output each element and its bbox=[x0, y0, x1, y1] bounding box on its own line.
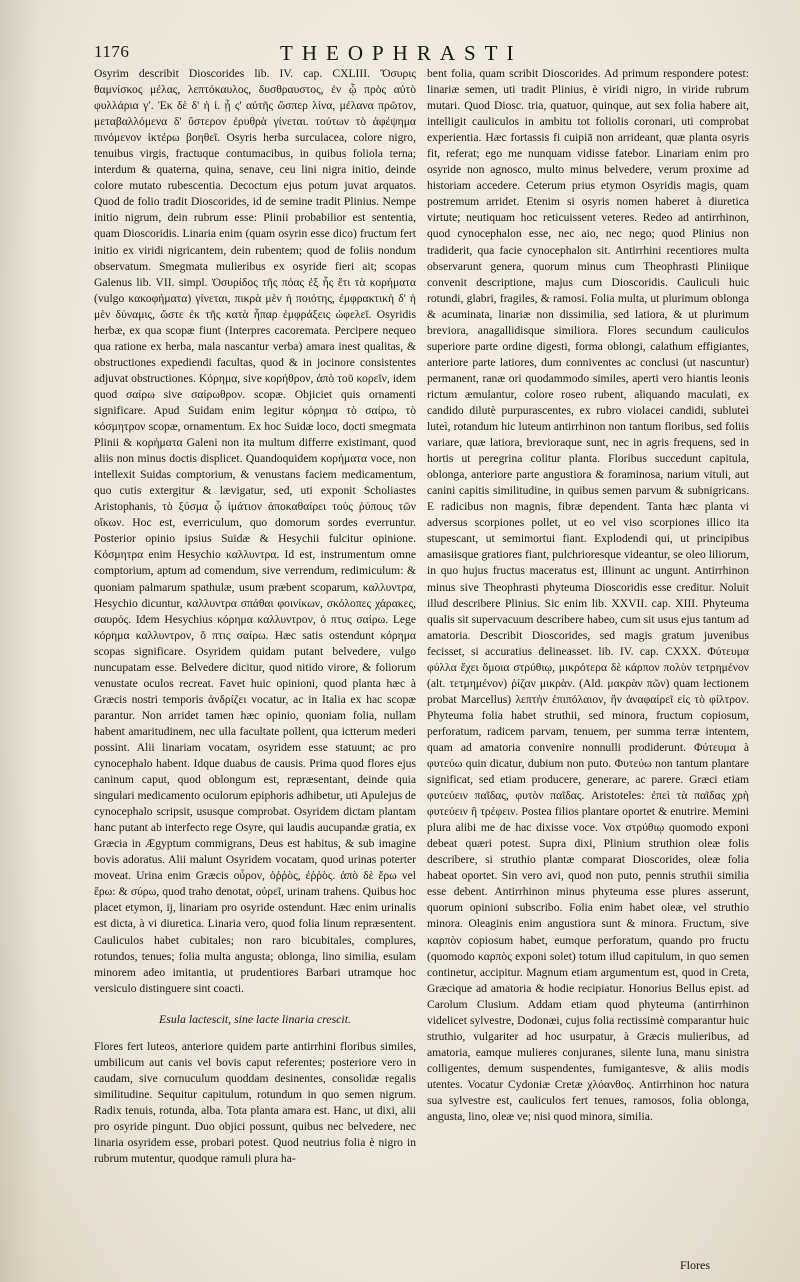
running-head bbox=[0, 42, 800, 68]
left-paragraph: Osyrim describit Dioscorides lib. IV. cap. CXLIII. Ὄσυρις θαμνίσκος μέλας, λεπτόκαυλος, δυσθραυστος, ἐν ᾧ πρὸς αὐτὸ φυλλάρια γʹ. Ἐκ δὲ δ' ἡ ἰ. ᾗ ς' αὐτῆς ὥσπερ λίνα, μέλανα πρῶτον, μεταβαλλόμενα δ' ὕστερον ἐρυθρὰ γίνεται. τούτων τὸ ἀφέψημα πινόμενον ἰκτέρω βοηθεῖ. Osyris herba surculacea, colore nigro, tenuibus virgis, fractuque contumacibus, in quibus foliola terna; interdum & quaterna, quina, senave, ceu lini nigra initio, deinde colore mutato rubescentia. Decoctum ejus potum juvat arquatos. Quod de folio tradit Dioscorides, id de semine tradit Plinius. Nempe initio nigrum, dein rubrum esse: Plinii probabilior est sententia, quam Dioscoridis. Linaria enim (quam osyrin esse dico) fructum fert initio ex viridi nigricantem, dein rubentem; quod de foliis nondum observatum. Smegmata mulieribus ex osyride fieri ait; scopas Galenus lib. VII. simpl. Ὀσυρίδος τῆς πόας ἐξ ἧς ἔτι τὰ κορήματα (vulgo κακοφήματα) γίνεται, πικρὰ μὲν ἡ ποιότης, ἐμφρακτικὴ δ' ἡ μὲν δύναμις, ὥστε ἐκ τῆς κατὰ ἧπαρ ἐμφράξεις ὠφελεῖ. Osyridis herbæ, ex qua scopæ fiunt (Interpres cacoremata. Percipere nequeo qua ratione ex herba, mala nascantur verba) amara inest qualitas, & obstructiones expediendi facultas, quod & in jocinore consistentes adjuvat obstructiones. Κόρημα, sive κορήθρον, ἀπὸ τοῦ κορεῖν, idem quod σαίρω sive σαίρωθρον. scopæ. Objiciet quis ornamenti significare. Apud Suidam enim legitur κόρημα τὸ σαίρω, τὸ κόσμητρον scopæ, ornamentum. Ex hoc Suidæ loco, docti smegmata Plinii & κορήματα Galeni non ita multum differre existimant, quod aliis non minus doctis displicet. Quandoquidem κορήματα voce, non intellexit Suidas comptorium, & venustans faciem medicamentum, quo cutis extergitur & lævigatur, sed, uti exponit Scholiastes Aristophanis, τὸ ξύσμα ᾧ ἱμάτιον ἀποκαθαίρει τοὺς ῥύπους τῶν οἴκων. Hoc est, everriculum, quo domorum sordes everruntur. Posterior opinio ipsius Suidæ & Hesychii fulcitur opinione. Κόσμητρα enim Hesychio καλλυντρα. Id est, instrumentum omne comptorium, aptum ad comendum, sive verrendum, redimiculum: & quoniam palmarum spathulæ, usum præbent scoparum, καλλυντρα, Hesychio dicuntur, καλλυντρα σπάθαι φοινίκων, σκόλοπες χάρακες, σαυρός. Idem Hesychius κόρημα καλλυντρον, ὁ πτυς σαίρω. Lege κόρημα καλλυντρον, ὅ πτις σαίρω. Hæc satis ostendunt κόρημα scopas significare. Osyridem quidam putant belvedere, vulgo nuncupatam esse. Belvedere dicitur, quod nitido virore, & foliorum venustate oculos recreat. Favet huic opinioni, quod planta hæc à Græcis nostri temporis ἀνδρίζει vocatur, ac in Italia ex hac scopæ parantur. Non arridet tamen hæc opinio, quoniam folia, nullam habent amaritudinem, nec ulla facultate pollent, qua ictterum mederi possint. Alii linariam vocatam, osyridem esse statuunt; ac pro cynocephalo habent. Idque duabus de causis. Prima quod flores ejus caninum caput, quod oblongum est, repræsentant, deinde quia singulari medicamento oculorum epiphoris adhibetur, uti Apulejus de cynocephalo scripsit, ususque comprobat. Osyridem dictam plantam hanc putant ab interfecto rege Osyre, qui laudis aucupandæ gratia, ex Græcia in Ægyptum commigrans, Deus est habitus, & sub imagine bovis adoratus. Alii malunt Osyridem vocatam, quod urinas poterter moveat. Urina enim Græcis οὖρον, ὀῤῥὸς, ἐῤῥὸς. ἀπὸ δὲ ἔρω vel ἔρω: & σύρω, quod traho denotat, οὐρεῖ, urinam trahens. Quibus hoc placet etymon, ij, linariam pro osyride ostendunt. Hæc enim urinalis est dicta, à vi diuretica. Linaria vero, quod folia linum repræsentent. Cauliculos habet cubitales; non raro bicubitales, complures, rotundos, tenues; folia multa angusta; oblonga, lino similia, esulam minorem adeo imitantia, ut prudentiores Barbari utramque hoc versiculo distinguere sint coacti. bbox=[94, 67, 416, 995]
running-title: THEOPHRASTI bbox=[280, 41, 523, 65]
page-number: 1176 bbox=[94, 42, 130, 61]
left-paragraph-after: Flores fert luteos, anteriore quidem parte antirrhini floribus similes, umbilicum aut canis vel bovis caput referentes; posteriore vero in caudam, sive cornuculum quoddam desinentes, consolidæ regalis similitudine. Sequitur capitulum, rotundum in quo semen nigrum. Radix tenuis, rotunda, alba. Tota planta amara est. Hanc, ut dixi, alii pro osyride pingunt. Duo objici possunt, quibus nec belvedere, nec linaria osyridem esse, probari potest. Quod neutrius folia è nigro in rubrum mutentur, quodque ramuli plura ha- bbox=[94, 1039, 416, 1166]
right-paragraph: bent folia, quam scribit Dioscorides. Ad primum respondere potest: linariæ semen, uti tradit Plinius, è viridi nigro, in viride rubrum mutari. Quod Diosc. tria, quatuor, quinque, aut sex folia habere ait, intelligit cauliculos in ambitu tot foliolis coronari, uti comprobat experientia. Hæc fortassis fi cuipiā non arrideant, quæ planta osyris fit, referat; ego me nunquam vidisse fatebor. Linariam enim pro osyride non agnosco, multo minus belvedere, verum proxime ad historiam accedere. Ceterum prius etymon Osyridis magis, quam postremum arridet. Etenim si osyris nomen haberet à diuretica virtute; neutiquam hoc reticuissent veteres. Redeo ad antirrhinon, quod cynocephalon esse, nec aio, nec nego; quod Plinius non tradiderit, qua facie cynocephalon sit. Antirrhini recentiores multa observarunt genera, quorum minus cum Theophrasti Pliniique convenit descriptione, majus cum Dioscoridis. Cauliculi huic rotundi, glabri, fragiles, & ramosi. Folia multa, ut plurimum oblonga & acuminata, linariæ non dissimilia, sed latiora, & ut plurimum breviora, anagallidisque similiora. Flores secundum cauliculos superiore parte ordine digesti, forma oblongi, calathum effigiantes, anteriore parte latiores, dum conniventes ac conclusi (ut nascuntur) permanent, ranæ ori quodammodo similes, aperti vero hiantis leonis rictum æmulantur, colore roseo rubent, aliquando maculati, ex candido dilutè purpurascentes, ex rubro violacei candidi, subluteì luteì, rotandum hic luteum antirrhinon non tantum floribus, sed foliis variare, quæ latiora, brevioraque sunt, nec in agris frequens, sed in hortis ut peregrina colitur planta. Floribus succedunt capitula, oblonga, anteriore parte angustiora & foraminosa, narium vituli, aut canini capitis similitudine, in quibus semen parvum & subnigricans. E radicibus non magnis, fibræ dependent. Tanta hæc planta vi adversus scorpiones pollet, ut eo vel viso scorpiones illico ita stupescant, ut semimortui fiant. Explodendi qui, ut principibus amasiisque gratiores fiant, pulchrioresque videantur, se oleo liliorum, in quo hujus fructus maceratus est, illinunt ac ungunt. Antirrhinon minus sive Theophrasti phyteuma Dioscoridis esse creditur. Noluit illud describere Plinius. Sic enim lib. XXVII. cap. XIII. Phyteuma qualis sit supervacuum describere habeo, cum sit usus ejus tantum ad amatoria. Describit Dioscorides, sed magis gratum juvenibus fecisset, si accuratius delineasset. lib. IV. cap. CXXX. Φύτευμα φύλλα ἔχει ὅμοια στρύθιῳ, μικρότερα δὲ κάρπον πολὺν τετρημένον (alt. τετμημένον) ῥίζαν μικρὰν. (Ald. μακρὰν πῶν) quam lectionem probat Marcellus) λεπτὴν ἐπιπόλαιον, ἣν ἀναφαίρεῖ εἰς τὸ φίλτρον. Phyteuma folia habet struthii, sed minora, fructum copiosum, perforatum, radicem parvam, tenuem, per summa terræ intentem, quam ad amatoria convenire nonnulli prodiderunt. Φύτευμα à φυτεύω quin dicatur, dubium non puto. Φυτεύω non tantum plantare significat, sed etiam producere, generare, ac parere. Græci etiam φυτεύειν παῖδας, φυτὸν παῖδας. Aristoteles: ἐπεὶ τὰ παῖδας χρὴ φυτεύειν ἢ τρέφειν. Postea filios plantare oportet & enutrire. Memini plura alibi me de hac dixisse voce. Vox στρύθιῳ quomodo exponi debeat quæri potest. Supra dixi, Plinium struthion oleæ folis describere, si struthio plantæ comparat Dioscorides, oleæ folia habeat oportet. Sin vero avi, quod non puto, pennis struthii similia esse debent. Antirrhinon minus phyteuma esse plures asserunt, quorum opinioni subscribo. Folia enim habet oleæ, vel struthio minora. Oleaginis enim angustiora sunt & minora. Fructum, sive καρπὸν copiosum habet, eumque perforatum, quando pro fructu (quomodo καρπὸς exponi solet) totum illud capitulum, in quo semen continetur, accipitur. Magnum etiam argumentum est, quod in Creta, Græcique ad amatoria & hodie recipiatur. Honorius Bellus epist. ad Carolum Clusium. Addam etiam quod phyteuma (antirrhinon videlicet sylvestre, Dodonæi, cujus folia rectissimè comparantur huic struthio, vulgariter ad hoc usurpatur, à Græcis mulieribus, ad amatoria, eamque mulieres conjuranes, silente luna, manu sinistra colligentes, demum suspendentes, fumigantesve, & aliis modis utentes. Vocatur Cydoniæ Cretæ χλόανθος. Antirrhinon hoc natura sua sylvestre est, cauliculos fert tenues, ramosos, folia oblonga, angusta, lino, oleæ ve; nisi quod minora, similia. bbox=[427, 67, 749, 1124]
catchword: Flores bbox=[680, 1258, 710, 1272]
right-column bbox=[427, 66, 749, 1125]
verse-subheading: Esula lactescit, sine lacte linaria crescit. bbox=[159, 1011, 351, 1026]
gutter-shadow bbox=[0, 0, 40, 1282]
left-column bbox=[94, 66, 416, 1167]
